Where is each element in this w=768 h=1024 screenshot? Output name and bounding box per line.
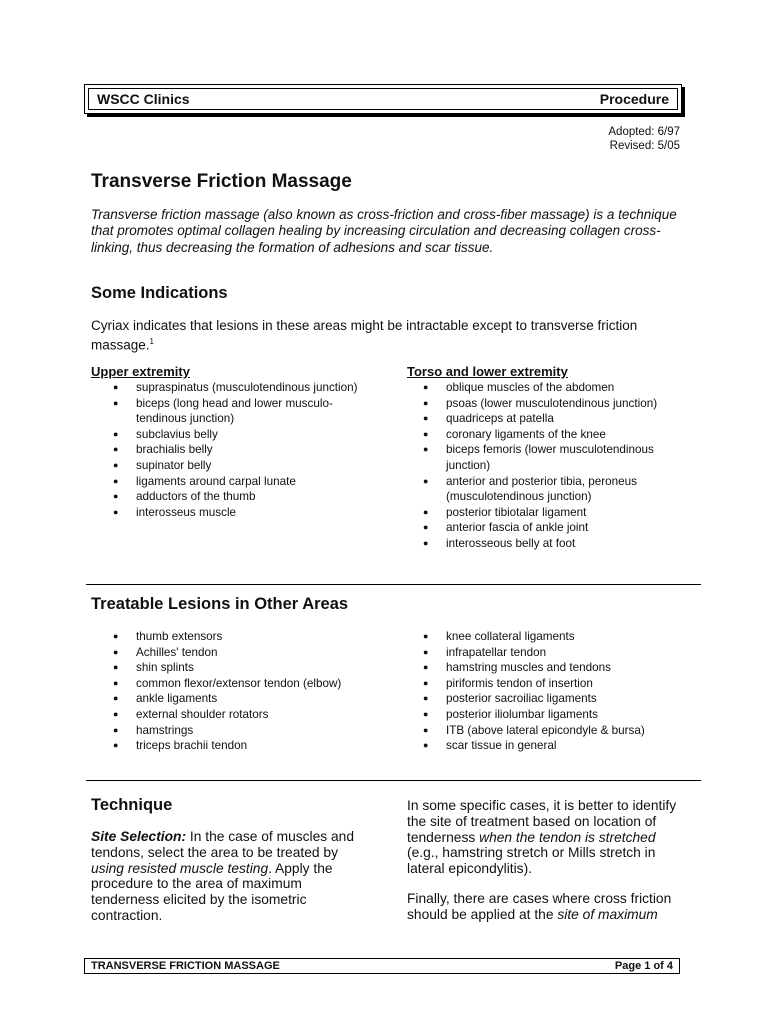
right-p1-italic: when the tendon is stretched bbox=[479, 829, 656, 845]
list-item-text: coronary ligaments of the knee bbox=[446, 427, 606, 441]
list-item bbox=[401, 442, 701, 473]
list-item bbox=[401, 427, 701, 443]
list-item-text: hamstring muscles and tendons bbox=[446, 661, 612, 675]
adopted-date: Adopted: 6/97 bbox=[608, 126, 680, 138]
site-text-1: In the case of muscles and tendons, select the area to be treated by bbox=[91, 829, 355, 860]
bullet-icon: ● bbox=[423, 693, 429, 704]
list-item bbox=[91, 645, 381, 661]
list-item bbox=[91, 691, 381, 707]
bullet-icon: ● bbox=[423, 413, 429, 424]
list-item-text: hamstrings bbox=[136, 723, 194, 737]
list-item bbox=[401, 474, 701, 505]
list-item bbox=[401, 645, 701, 661]
revised-date: Revised: 5/05 bbox=[609, 140, 680, 152]
footnote-marker: 1 bbox=[149, 337, 154, 347]
list-item bbox=[91, 676, 381, 692]
list-item bbox=[401, 723, 701, 739]
list-item-text: biceps femoris (lower musculotendinous junction) bbox=[446, 443, 654, 472]
list-item-text: interosseous belly at foot bbox=[446, 536, 576, 550]
list-item bbox=[401, 520, 701, 536]
footer-title: TRANSVERSE FRICTION MASSAGE bbox=[91, 960, 280, 972]
list-item-text: subclavius belly bbox=[136, 427, 218, 441]
bullet-icon: ● bbox=[423, 740, 429, 751]
bullet-icon: ● bbox=[423, 708, 429, 719]
list-item-text: knee collateral ligaments bbox=[446, 630, 575, 643]
list-item-text: supraspinatus (musculotendinous junction) bbox=[136, 381, 358, 394]
list-item bbox=[91, 442, 381, 458]
list-item bbox=[401, 691, 701, 707]
list-item bbox=[91, 707, 381, 723]
bullet-icon: ● bbox=[113, 708, 119, 719]
header-clinic-name: WSCC Clinics bbox=[97, 91, 190, 107]
list-item-text: thumb extensors bbox=[136, 630, 223, 643]
list-item-text: brachialis belly bbox=[136, 443, 213, 457]
section-divider bbox=[86, 584, 701, 585]
upper-extremity-list bbox=[91, 380, 381, 520]
bullet-icon: ● bbox=[113, 646, 119, 657]
list-item-text: common flexor/extensor tendon (elbow) bbox=[136, 676, 342, 690]
technique-heading: Technique bbox=[91, 796, 173, 814]
list-item-text: anterior fascia of ankle joint bbox=[446, 521, 589, 535]
list-item bbox=[401, 629, 701, 645]
bullet-icon: ● bbox=[423, 382, 429, 392]
treatable-right-list bbox=[401, 629, 701, 754]
lower-extremity-list bbox=[401, 380, 701, 552]
list-item-text: interosseus muscle bbox=[136, 505, 237, 519]
list-item-text: posterior tibiotalar ligament bbox=[446, 505, 587, 519]
list-item bbox=[91, 489, 381, 505]
list-item bbox=[91, 505, 381, 521]
bullet-icon: ● bbox=[113, 382, 119, 392]
bullet-icon: ● bbox=[113, 677, 119, 688]
list-item bbox=[401, 738, 701, 754]
right-p1-b: (e.g., hamstring stretch or Mills stretch in lateral epicondylitis). bbox=[407, 845, 656, 877]
bullet-icon: ● bbox=[423, 428, 429, 439]
bullet-icon: ● bbox=[113, 491, 119, 502]
upper-extremity-heading: Upper extremity bbox=[91, 364, 190, 379]
list-item-text: posterior sacroiliac ligaments bbox=[446, 692, 597, 706]
indications-heading: Some Indications bbox=[91, 284, 228, 302]
list-item-text: oblique muscles of the abdomen bbox=[446, 381, 615, 394]
bullet-icon: ● bbox=[423, 522, 429, 533]
list-item-text: posterior iliolumbar ligaments bbox=[446, 707, 599, 721]
right-p2-a: Finally, there are cases where cross friction should be applied at the bbox=[407, 891, 672, 922]
list-item bbox=[91, 629, 381, 645]
list-item-text: ankle ligaments bbox=[136, 692, 218, 706]
bullet-icon: ● bbox=[423, 397, 429, 408]
bullet-icon: ● bbox=[423, 646, 429, 657]
bullet-icon: ● bbox=[113, 506, 119, 517]
bullet-icon: ● bbox=[113, 631, 119, 641]
bullet-icon: ● bbox=[113, 740, 119, 751]
list-item bbox=[401, 505, 701, 521]
bullet-icon: ● bbox=[423, 677, 429, 688]
list-item bbox=[401, 676, 701, 692]
list-item bbox=[91, 396, 381, 427]
list-item-text: ITB (above lateral epicondyle & bursa) bbox=[446, 723, 645, 737]
list-item bbox=[401, 380, 701, 396]
bullet-icon: ● bbox=[423, 724, 429, 735]
technique-right-paragraph-2 bbox=[407, 891, 687, 923]
list-item-text: shin splints bbox=[136, 661, 194, 675]
list-item-text: quadriceps at patella bbox=[446, 412, 554, 426]
list-item bbox=[91, 380, 381, 396]
bullet-icon: ● bbox=[423, 506, 429, 517]
right-p2-italic: site of maximum bbox=[557, 906, 658, 922]
list-item bbox=[401, 396, 701, 412]
technique-right-paragraph-1 bbox=[407, 798, 687, 877]
list-item-text: external shoulder rotators bbox=[136, 707, 269, 721]
site-text-2: . Apply the procedure to the area of maximum tenderness elicited by the isometric contraction. bbox=[91, 860, 333, 923]
bullet-icon: ● bbox=[113, 459, 119, 470]
page-title: Transverse Friction Massage bbox=[91, 171, 352, 192]
right-p1-a: In some specific cases, it is better to identify the site of treatment based on location of tenderness bbox=[407, 798, 677, 845]
bullet-icon: ● bbox=[113, 444, 119, 455]
list-item bbox=[91, 427, 381, 443]
list-item bbox=[91, 474, 381, 490]
list-item bbox=[91, 458, 381, 474]
bullet-icon: ● bbox=[423, 444, 429, 455]
site-selection-label: Site Selection: bbox=[91, 829, 187, 844]
revision-dates bbox=[608, 125, 680, 153]
site-italic: using resisted muscle testing bbox=[91, 860, 269, 876]
page-number: Page 1 of 4 bbox=[614, 960, 673, 972]
list-item-text: anterior and posterior tibia, peroneus (musculotendinous junction) bbox=[446, 474, 638, 504]
header-box bbox=[84, 84, 682, 114]
list-item-text: adductors of the thumb bbox=[136, 490, 256, 504]
list-item bbox=[401, 411, 701, 427]
list-item bbox=[401, 536, 701, 552]
bullet-icon: ● bbox=[423, 537, 429, 548]
list-item bbox=[401, 707, 701, 723]
bullet-icon: ● bbox=[113, 693, 119, 704]
bullet-icon: ● bbox=[113, 662, 119, 673]
site-selection-paragraph bbox=[91, 829, 366, 924]
list-item-text: supinator belly bbox=[136, 458, 212, 472]
list-item bbox=[91, 738, 381, 754]
list-item bbox=[91, 723, 381, 739]
list-item bbox=[91, 660, 381, 676]
section-divider bbox=[86, 780, 701, 781]
list-item-text: psoas (lower musculotendinous junction) bbox=[446, 396, 658, 410]
list-item-text: biceps (long head and lower musculo-tendinous junction) bbox=[136, 396, 333, 426]
bullet-icon: ● bbox=[113, 428, 119, 439]
footer-box bbox=[84, 958, 680, 974]
bullet-icon: ● bbox=[423, 475, 429, 486]
bullet-icon: ● bbox=[113, 475, 119, 486]
indications-paragraph bbox=[91, 318, 681, 354]
treatable-left-list bbox=[91, 629, 381, 754]
header-doc-type: Procedure bbox=[599, 91, 669, 107]
bullet-icon: ● bbox=[113, 724, 119, 735]
bullet-icon: ● bbox=[113, 397, 119, 408]
intro-paragraph: Transverse friction massage (also known as cross-friction and cross-fiber massage) is a technique that promotes optimal collagen healing by increasing circulation and decreasing collagen cross-linking, thus decreasing the formation of adhesions and scar tissue. bbox=[91, 207, 677, 255]
list-item-text: scar tissue in general bbox=[446, 739, 557, 753]
header-inner bbox=[88, 88, 678, 110]
lower-extremity-heading: Torso and lower extremity bbox=[407, 364, 568, 379]
list-item-text: triceps brachii tendon bbox=[136, 739, 248, 753]
list-item-text: piriformis tendon of insertion bbox=[446, 676, 593, 690]
list-item-text: Achilles' tendon bbox=[136, 645, 218, 659]
bullet-icon: ● bbox=[423, 631, 429, 641]
list-item-text: ligaments around carpal lunate bbox=[136, 474, 296, 488]
bullet-icon: ● bbox=[423, 662, 429, 673]
treatable-heading: Treatable Lesions in Other Areas bbox=[91, 595, 349, 613]
list-item bbox=[401, 660, 701, 676]
indications-text: Cyriax indicates that lesions in these areas might be intractable except to transverse friction massage. bbox=[91, 318, 638, 353]
list-item-text: infrapatellar tendon bbox=[446, 645, 547, 659]
